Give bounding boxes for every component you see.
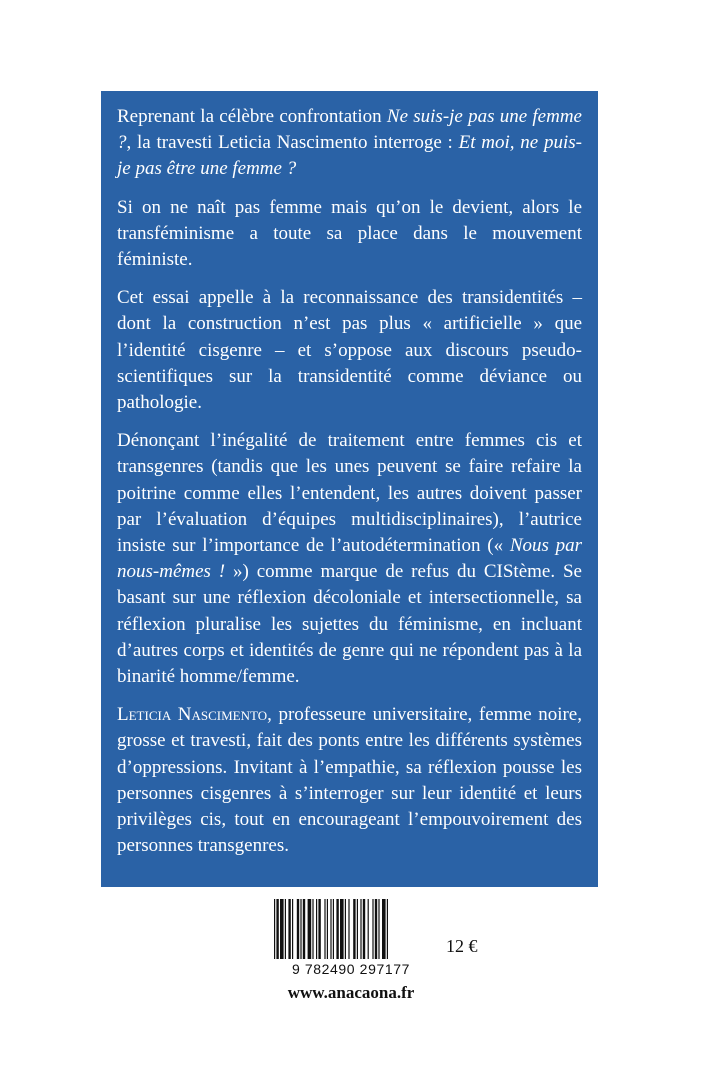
- blurb-italic-quote: Et moi, ne puis-je pas être une femme ?: [117, 132, 582, 180]
- barcode-bar: [353, 899, 355, 959]
- barcode-bar: [288, 899, 290, 959]
- barcode-bar: [375, 899, 377, 959]
- barcode-bar: [292, 899, 293, 959]
- barcode-bar: [303, 899, 305, 959]
- blurb-text: Dénonçant l’inégalité de traitement entre femmes cis et transgenres (tandis que les unes peuvent se faire refaire la poitrine comme elles l’entendent, les autres doivent passer par l’évaluation d’équipes multidisciplinaires), l’autrice insiste sur l’importance de l’autodétermination («: [117, 430, 582, 557]
- barcode-bar: [276, 899, 278, 959]
- blurb-text: , professeure universitaire, femme noire, grosse et travesti, fait des ponts entre les différents systèmes d’oppressions. Invitant à l’empathie, sa réflexion pousse les personnes cisgenres à s’interroger sur leur identité et leurs privilèges cis, tout en encourageant l’empouvoirement des personnes transgenres.: [117, 704, 582, 857]
- barcode-bar: [308, 899, 312, 959]
- barcode-bar: [285, 899, 286, 959]
- barcode-bar: [280, 899, 284, 959]
- blurb-paragraph-3: Cet essai appelle à la reconnaissance des transidentités – dont la construction n’est pas plus « artificielle » que l’identité cisgenre – et s’oppose aux discours pseudo-scientifiques sur la transidentité comme déviance ou pathologie.: [117, 287, 582, 414]
- blurb-text: Reprenant la célèbre confrontation: [117, 106, 387, 127]
- barcode-bar: [345, 899, 346, 959]
- isbn-number: 9 782490 297177: [292, 961, 410, 977]
- barcode-bar: [387, 899, 388, 959]
- barcode-bars: [272, 899, 430, 961]
- blurb-paragraph-1: [117, 104, 582, 183]
- blurb-paragraph-5: [117, 702, 582, 859]
- blurb-italic-quote: Ne suis-je pas une femme ?: [117, 106, 582, 154]
- isbn-barcode: [272, 899, 430, 979]
- barcode-bar: [382, 899, 386, 959]
- author-name: Leticia Nascimento: [117, 704, 268, 726]
- blurb-text: , la travesti Leticia Nascimento interroge :: [126, 132, 459, 154]
- barcode-bar: [357, 899, 358, 959]
- barcode-bar: [378, 899, 379, 959]
- back-cover-blurb: [101, 91, 598, 887]
- barcode-bar: [368, 899, 369, 959]
- blurb-italic-quote: Nous par nous-mêmes !: [117, 535, 582, 583]
- blurb-paragraph-4: [117, 428, 582, 690]
- barcode-bar: [333, 899, 334, 959]
- barcode-bar: [318, 899, 320, 959]
- barcode-bar: [336, 899, 338, 959]
- barcode-bar: [330, 899, 331, 959]
- barcode-bar: [363, 899, 365, 959]
- barcode-bar: [274, 899, 275, 959]
- price-label: 12 €: [446, 936, 478, 956]
- barcode-bar: [340, 899, 344, 959]
- barcode-bar: [372, 899, 373, 959]
- publisher-website: www.anacaona.fr: [287, 983, 415, 1002]
- barcode-bar: [300, 899, 301, 959]
- barcode-bar: [316, 899, 317, 959]
- barcode-bar: [348, 899, 349, 959]
- barcode-bar: [324, 899, 325, 959]
- barcode-bar: [312, 899, 313, 959]
- barcode-bar: [360, 899, 361, 959]
- blurb-paragraph-2: Si on ne naît pas femme mais qu’on le devient, alors le transféminisme a toute sa place dans le mouvement féministe.: [117, 196, 582, 271]
- barcode-bar: [327, 899, 328, 959]
- blurb-text: ») comme marque de refus du CIStème. Se basant sur une réflexion décoloniale et intersectionnelle, sa réflexion pluralise les sujettes du féminisme, en incluant d’autres corps et identités de genre qui ne répondent pas à la binarité homme/femme.: [117, 561, 582, 688]
- barcode-bar: [297, 899, 299, 959]
